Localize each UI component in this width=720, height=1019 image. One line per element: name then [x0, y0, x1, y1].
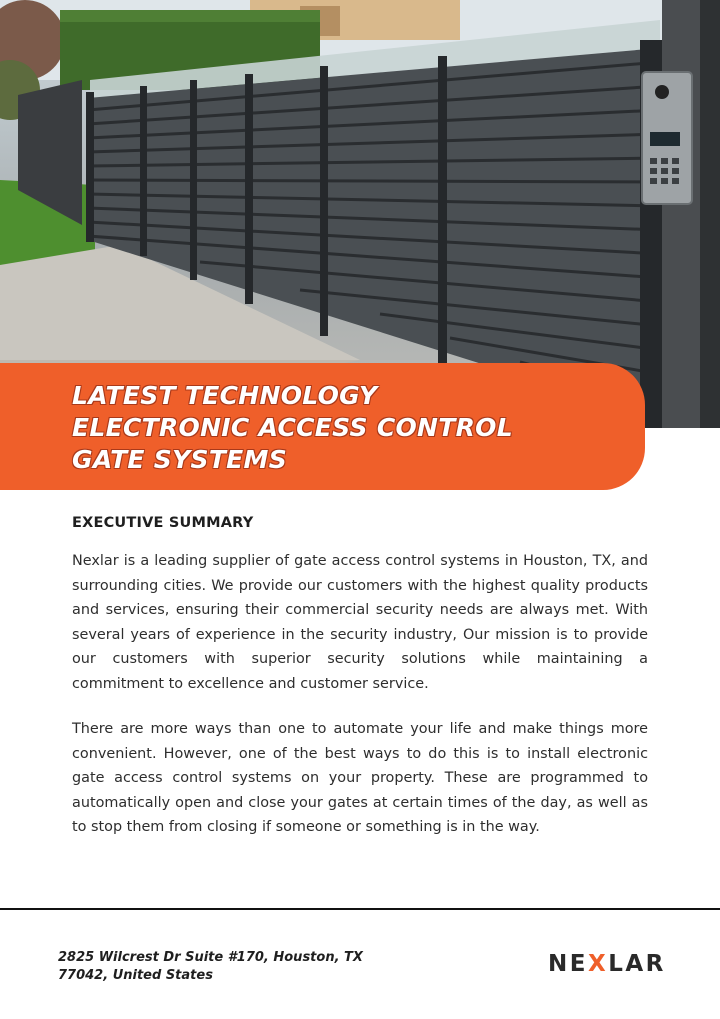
page-title [72, 380, 632, 476]
logo-accent-x: X [587, 951, 609, 977]
summary-paragraph-2: There are more ways than one to automate your life and make things more convenient. However, one of the best ways to do this is to install electronic gate access control systems on your property. These are programmed to automatically open and close your gates at certain times of the day, as well as to stop them from closing if someone or something is in the way. [72, 721, 648, 836]
title-line-2: ELECTRONIC ACCESS CONTROL [72, 413, 513, 442]
footer-divider [0, 908, 720, 910]
address-line-1: 2825 Wilcrest Dr Suite #170, Houston, TX [58, 950, 363, 965]
address-line-2: 77042, United States [58, 968, 213, 983]
title-line-1: LATEST TECHNOLOGY [72, 381, 378, 410]
title-line-3: GATE SYSTEMS [72, 445, 288, 474]
logo-part-1: NE [548, 951, 588, 977]
footer-address [58, 949, 388, 985]
logo-part-3: LAR [608, 951, 666, 977]
summary-paragraph-1: Nexlar is a leading supplier of gate access control systems in Houston, TX, and surrounding cities. We provide our customers with the highest quality products and services, ensuring their commercial security needs are always met. With several years of experience in the security industry, Our mission is to provide our customers with superior security solutions while maintaining a commitment to excellence and customer service. [72, 553, 648, 692]
nexlar-logo [548, 950, 666, 978]
executive-summary-heading: EXECUTIVE SUMMARY [72, 515, 254, 531]
